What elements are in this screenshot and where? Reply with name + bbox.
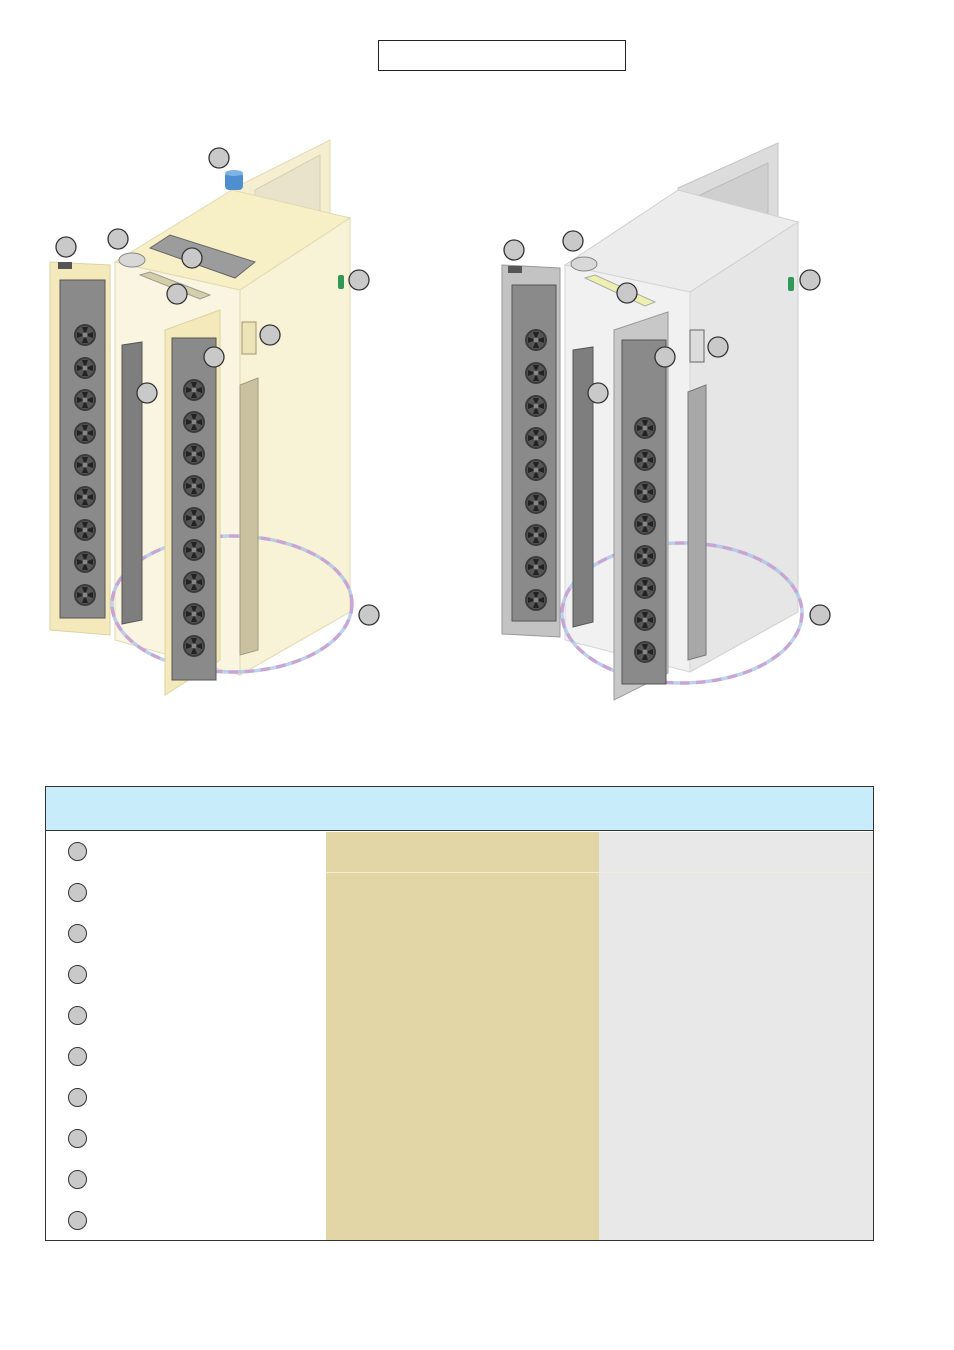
legend-table <box>45 786 874 1241</box>
legend-row <box>68 1168 318 1194</box>
legend-row <box>68 1127 318 1153</box>
legend-row <box>68 881 318 907</box>
right-status-light <box>788 277 794 291</box>
callout-marker <box>68 1088 87 1107</box>
legend-row-divider <box>326 872 873 873</box>
legend-row <box>68 1004 318 1030</box>
callout-marker <box>68 924 87 943</box>
right-top-sensor <box>571 257 597 271</box>
callout-marker <box>68 1047 87 1066</box>
right-vertical-rail <box>688 385 706 660</box>
left-pdu-strip <box>122 342 142 624</box>
left-top-sensor <box>119 253 145 267</box>
left-door-fans <box>74 324 96 606</box>
callout-marker <box>68 842 87 861</box>
legend-row <box>68 963 318 989</box>
left-status-light <box>338 275 344 289</box>
callout-marker <box>68 965 87 984</box>
legend-row <box>68 922 318 948</box>
callout-marker <box>68 1211 87 1230</box>
callout-marker <box>68 1006 87 1025</box>
right-front-door-fan-panel <box>622 340 666 684</box>
legend-column-tan <box>326 832 599 1240</box>
legend-column-gray <box>599 832 873 1240</box>
callout-marker <box>68 1129 87 1148</box>
callout-marker <box>68 1170 87 1189</box>
left-front-door-fans <box>183 379 205 657</box>
legend-row <box>68 1209 318 1235</box>
right-cabinet <box>502 143 830 700</box>
legend-row <box>68 840 318 866</box>
left-small-box <box>242 322 256 354</box>
left-cabinet <box>50 140 379 695</box>
legend-row <box>68 1086 318 1112</box>
legend-row <box>68 1045 318 1071</box>
right-small-box <box>690 330 704 362</box>
callout-marker <box>68 883 87 902</box>
legend-header <box>46 787 873 831</box>
right-door-fans <box>525 329 547 611</box>
left-vertical-rail <box>240 378 258 655</box>
